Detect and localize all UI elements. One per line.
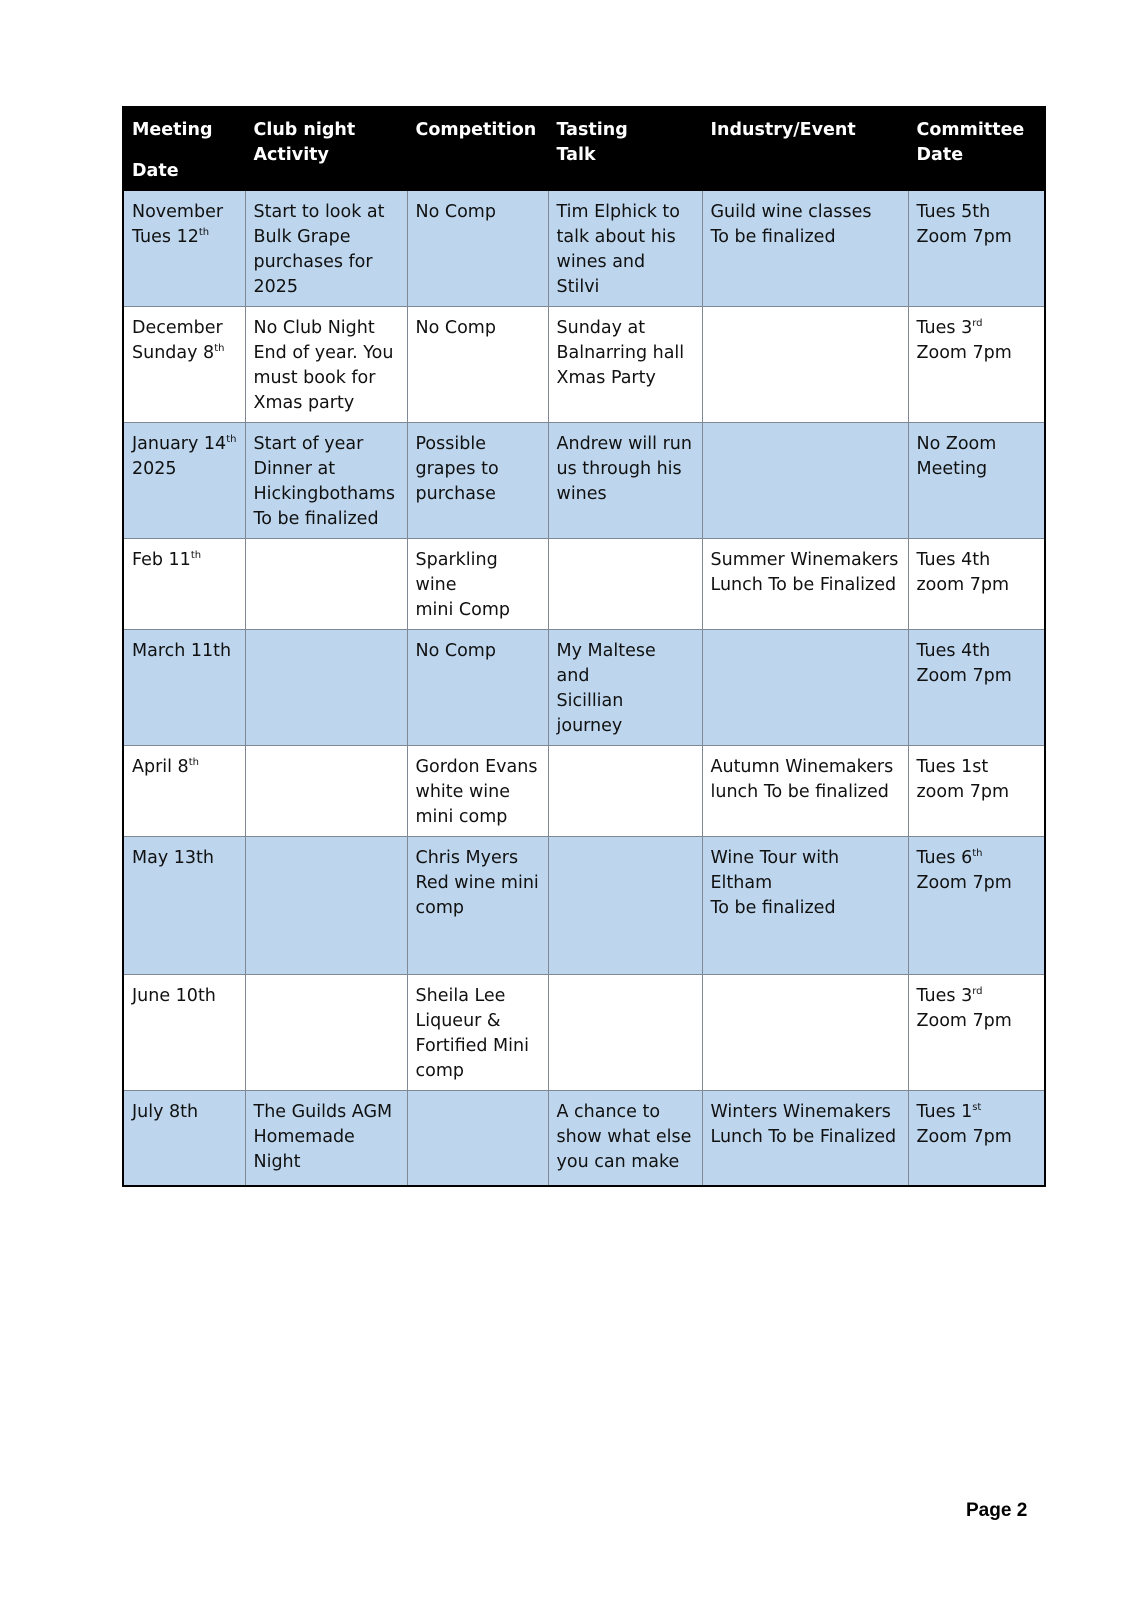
cell-committee-date-text: Tues 3 [916,318,973,338]
cell-meeting-date [123,307,245,423]
cell-committee-date [908,975,1045,1091]
cell-club-night-activity [245,746,407,837]
cell-competition: Sheila Lee Liqueur & Fortified Mini comp [407,975,548,1091]
cell-committee-date-ordinal-suffix: rd [972,318,983,329]
header-competition: Competition [407,107,548,191]
cell-tasting-talk: Sunday at Balnarring hall Xmas Party [548,307,702,423]
table-row [123,191,1045,307]
cell-committee-date-text: Tues 1 [916,1102,973,1122]
cell-meeting-date [123,975,245,1091]
header-committee-date: Committee Date [908,107,1045,191]
cell-meeting-date-text: December Sunday 8 [132,318,223,363]
cell-industry-event [702,975,908,1091]
cell-meeting-date-text: July 8th [132,1102,199,1122]
cell-tasting-talk [548,975,702,1091]
cell-meeting-date [123,191,245,307]
cell-committee-date [908,1091,1045,1186]
cell-committee-date-text: Tues 1st zoom 7pm [916,757,1009,802]
header-club-night: Club night Activity [245,107,407,191]
cell-committee-date [908,191,1045,307]
cell-meeting-date-text: June 10th [132,986,216,1006]
cell-meeting-date [123,539,245,630]
cell-committee-date [908,630,1045,746]
cell-committee-date-ordinal-suffix: th [972,848,983,859]
cell-committee-date [908,837,1045,975]
cell-meeting-date-text: May 13th [132,848,214,868]
cell-meeting-date-text: Feb 11 [132,550,191,570]
cell-industry-event: Summer Winemakers Lunch To be Finalized [702,539,908,630]
cell-competition: No Comp [407,630,548,746]
cell-industry-event: Guild wine classes To be finalized [702,191,908,307]
cell-meeting-date [123,630,245,746]
cell-committee-date [908,539,1045,630]
cell-tasting-talk: Tim Elphick to talk about his wines and Stilvi [548,191,702,307]
cell-tasting-talk [548,539,702,630]
cell-meeting-date-text-continued: 2025 [132,459,177,479]
cell-committee-date-text: Tues 4th zoom 7pm [916,550,1009,595]
cell-meeting-date [123,746,245,837]
cell-club-night-activity: No Club Night End of year. You must book for Xmas party [245,307,407,423]
cell-meeting-date-ordinal-suffix: th [198,227,210,238]
cell-meeting-date-ordinal-suffix: th [214,343,225,354]
cell-committee-date-text: Tues 6 [916,848,973,868]
cell-industry-event: Autumn Winemakers lunch To be finalized [702,746,908,837]
cell-competition: Sparkling wine mini Comp [407,539,548,630]
cell-tasting-talk: A chance to show what else you can make [548,1091,702,1186]
cell-industry-event [702,307,908,423]
cell-committee-date-text-continued: Zoom 7pm [916,343,1012,363]
cell-club-night-activity [245,837,407,975]
cell-meeting-date [123,423,245,539]
cell-competition: No Comp [407,307,548,423]
cell-committee-date-text: Tues 4th Zoom 7pm [916,641,1012,686]
header-meeting-date-line2: Date [132,161,179,181]
cell-competition: Possible grapes to purchase [407,423,548,539]
header-tasting-talk: Tasting Talk [548,107,702,191]
cell-committee-date-text-continued: Zoom 7pm [916,873,1012,893]
cell-committee-date [908,307,1045,423]
cell-meeting-date-ordinal-suffix: th [190,550,202,561]
table-row [123,630,1045,746]
page-number: Page 2 [966,1500,1028,1521]
cell-meeting-date-text: April 8 [132,757,189,777]
table-row [123,539,1045,630]
cell-tasting-talk [548,837,702,975]
cell-club-night-activity [245,630,407,746]
cell-competition: Gordon Evans white wine mini comp [407,746,548,837]
table-row [123,975,1045,1091]
cell-club-night-activity: Start to look at Bulk Grape purchases for 2025 [245,191,407,307]
cell-committee-date [908,746,1045,837]
cell-meeting-date-text: November Tues 12 [132,202,224,247]
cell-committee-date-text-continued: Zoom 7pm [916,1127,1012,1147]
table-body [123,191,1045,1186]
cell-industry-event: Wine Tour with Eltham To be finalized [702,837,908,975]
cell-committee-date-text: Tues 3 [916,986,973,1006]
cell-competition: No Comp [407,191,548,307]
cell-club-night-activity [245,975,407,1091]
cell-meeting-date-text: January 14 [132,434,227,454]
cell-committee-date [908,423,1045,539]
cell-committee-date-ordinal-suffix: st [972,1102,982,1113]
cell-competition: Chris Myers Red wine mini comp [407,837,548,975]
cell-competition [407,1091,548,1186]
header-industry-event: Industry/Event [702,107,908,191]
header-meeting-date [123,107,245,191]
meeting-schedule-table [122,106,1046,1187]
cell-tasting-talk [548,746,702,837]
cell-committee-date-text: Tues 5th Zoom 7pm [916,202,1012,247]
table-row [123,1091,1045,1186]
cell-club-night-activity: The Guilds AGM Homemade Night [245,1091,407,1186]
cell-meeting-date [123,1091,245,1186]
table-row [123,746,1045,837]
cell-club-night-activity [245,539,407,630]
cell-meeting-date [123,837,245,975]
cell-committee-date-text: No Zoom Meeting [916,434,997,479]
table-row [123,837,1045,975]
cell-industry-event [702,630,908,746]
cell-industry-event: Winters Winemakers Lunch To be Finalized [702,1091,908,1186]
cell-tasting-talk: My Maltese and Sicillian journey [548,630,702,746]
table-row [123,423,1045,539]
cell-club-night-activity: Start of year Dinner at Hickingbothams To be finalized [245,423,407,539]
cell-tasting-talk: Andrew will run us through his wines [548,423,702,539]
header-meeting-date-line1: Meeting [132,120,213,140]
cell-meeting-date-ordinal-suffix: th [188,757,199,768]
table-row [123,307,1045,423]
cell-industry-event [702,423,908,539]
cell-committee-date-ordinal-suffix: rd [972,986,983,997]
cell-committee-date-text-continued: Zoom 7pm [916,1011,1012,1031]
cell-meeting-date-ordinal-suffix: th [226,434,237,445]
header-row [123,107,1045,191]
cell-meeting-date-text: March 11th [132,641,232,661]
table-header [123,107,1045,191]
